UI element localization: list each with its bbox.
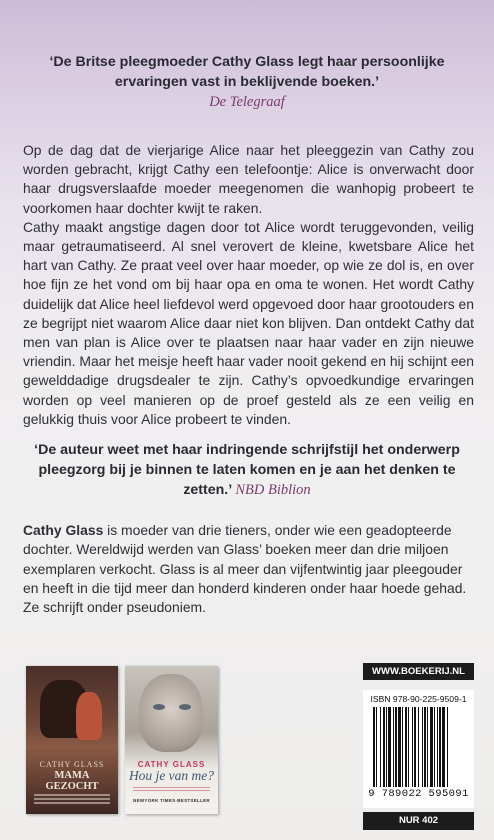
child-figure-icon <box>76 692 102 740</box>
book2-subtitle-lines <box>133 787 210 793</box>
book2-author: CATHY GLASS <box>137 760 206 769</box>
author-bio-text: is moeder van drie tieners, onder wie een geadopteerde dochter. Wereldwijd werden van Glass’ boeken meer dan drie miljoen exemplaren verkocht. Glass is al meer dan vijfentwintig jaar pleegouder en heeft in die tijd meer dan honderd kinderen onder haar hoede gehad. Ze schrijft onder pseudoniem. <box>23 522 467 616</box>
quote-top-source: De Telegraaf <box>209 94 285 110</box>
publisher-url: WWW.BOEKERIJ.NL <box>363 663 474 680</box>
barcode-icon <box>373 707 464 787</box>
quote-mid-text: ‘De auteur weet met haar indringende schrijfstijl het onderwerp pleegzorg bij je binnen te laten komen en je aan het denken te zetten.’ <box>34 442 460 498</box>
book2-bestseller: NEWYORK TIMES-BESTSELLER <box>133 798 210 803</box>
book2-title: Hou je van me? <box>128 768 215 783</box>
book1-title <box>26 770 118 792</box>
book-cover-mama-gezocht <box>26 666 118 814</box>
quote-mid-source: NBD Biblion <box>235 482 311 498</box>
blurb-paragraph-2: Cathy maakt angstige dagen door tot Alice wordt teruggevonden, veilig maar getraumatiseerd. Al snel verovert de kleine, kwetsbare Alice het hart van Cathy. Ze praat veel over haar moeder, op wie ze dol is, en over hoe fijn ze het vond om bij haar opa en oma te wonen. Het wordt Cathy duidelijk dat Alice heel liefdevol werd opgevoed door haar grootouders en ze begrijpt niet waarom Alice daar niet kon blijven. Dan ontdekt Cathy dat men van plan is Alice over te plaatsen naar haar vader en zijn nieuwe vriendin. Maar het meisje heeft haar vader nooit gekend en hij schijnt een gewelddadige drugsdealer te zijn. Cathy’s opvoedkundige ervaringen worden op veel manieren op de proef gesteld als ze een veilig en gelukkig thuis voor Alice probeert te vinden. <box>23 218 474 427</box>
book1-author: CATHY GLASS <box>39 760 105 769</box>
author-name: Cathy Glass <box>23 522 104 538</box>
quote-mid <box>26 440 468 500</box>
book-cover-hou-je-van-me <box>125 666 218 814</box>
left-eye-icon <box>153 704 165 710</box>
book1-title-line2: GEZOCHT <box>45 781 99 792</box>
barcode-digits: 9 789022 595091 <box>368 788 469 800</box>
quote-top <box>30 52 464 112</box>
book1-subtitle-lines <box>34 794 110 806</box>
barcode-box <box>363 690 474 808</box>
right-eye-icon <box>179 704 191 710</box>
book1-title-line1: MAMA <box>54 770 90 781</box>
quote-top-text: ‘De Britse pleegmoeder Cathy Glass legt haar persoonlijke ervaringen vast in beklijvende boeken.’ <box>49 54 445 90</box>
blurb-paragraph-1: Op de dag dat de vierjarige Alice naar het pleeggezin van Cathy zou worden gebracht, krijgt Cathy een telefoontje: Alice is onverwacht door haar drugsverslaafde moeder meegenomen die wanhopig probeert te voorkomen haar dochter kwijt te raken. <box>23 142 474 216</box>
blurb <box>23 141 474 429</box>
isbn-label: ISBN 978-90-225-9509-1 <box>370 694 467 704</box>
nur-label: NUR 402 <box>363 812 474 830</box>
author-bio <box>23 521 474 617</box>
child-face-icon <box>139 674 203 752</box>
